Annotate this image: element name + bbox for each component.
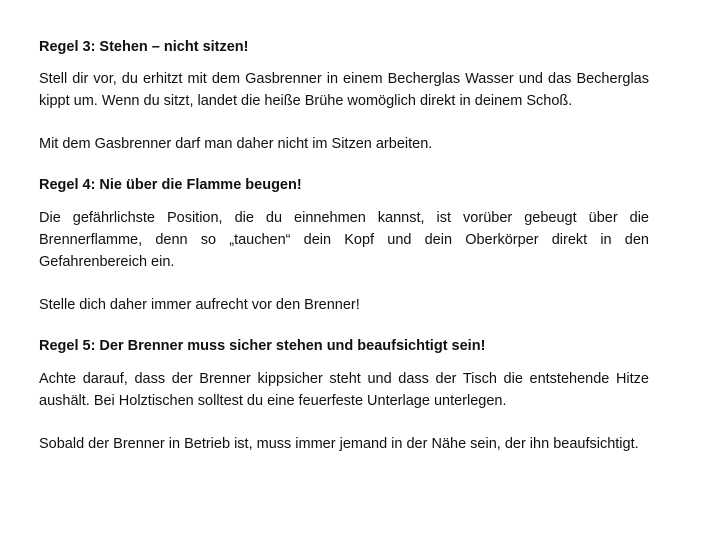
rule-3-heading: Regel 3: Stehen – nicht sitzen! xyxy=(39,39,249,55)
rule-4-paragraph-2: Stelle dich daher immer aufrecht vor den Brenner! xyxy=(39,297,360,313)
rule-3-paragraph-1: Stell dir vor, du erhitzt mit dem Gasbrenner in einem Becherglas Wasser und das Becherglas kippt um. Wenn du sitzt, landet die heiße Brühe womöglich direkt in deinem Schoß. xyxy=(39,71,649,109)
rule-5-paragraph-2: Sobald der Brenner in Betrieb ist, muss immer jemand in der Nähe sein, der ihn beaufsichtigt. xyxy=(39,436,639,452)
rule-4-paragraph-1: Die gefährlichste Position, die du einnehmen kannst, ist vorüber gebeugt über die Brennerflamme, denn so „tauchen“ dein Kopf und dein Oberkörper direkt in den Gefahrenbereich ein. xyxy=(39,210,649,270)
rule-5-heading: Regel 5: Der Brenner muss sicher stehen und beaufsichtigt sein! xyxy=(39,338,486,354)
document-body xyxy=(39,38,649,455)
rule-3-paragraph-2: Mit dem Gasbrenner darf man daher nicht im Sitzen arbeiten. xyxy=(39,136,433,152)
rule-5-section xyxy=(39,337,649,455)
rule-5-paragraph-1: Achte darauf, dass der Brenner kippsicher steht und dass der Tisch die entstehende Hitze aushält. Bei Holztischen solltest du eine feuerfeste Unterlage unterlegen. xyxy=(39,371,649,409)
rule-3-section xyxy=(39,38,649,155)
rule-4-heading: Regel 4: Nie über die Flamme beugen! xyxy=(39,177,302,193)
rule-4-section xyxy=(39,176,649,316)
